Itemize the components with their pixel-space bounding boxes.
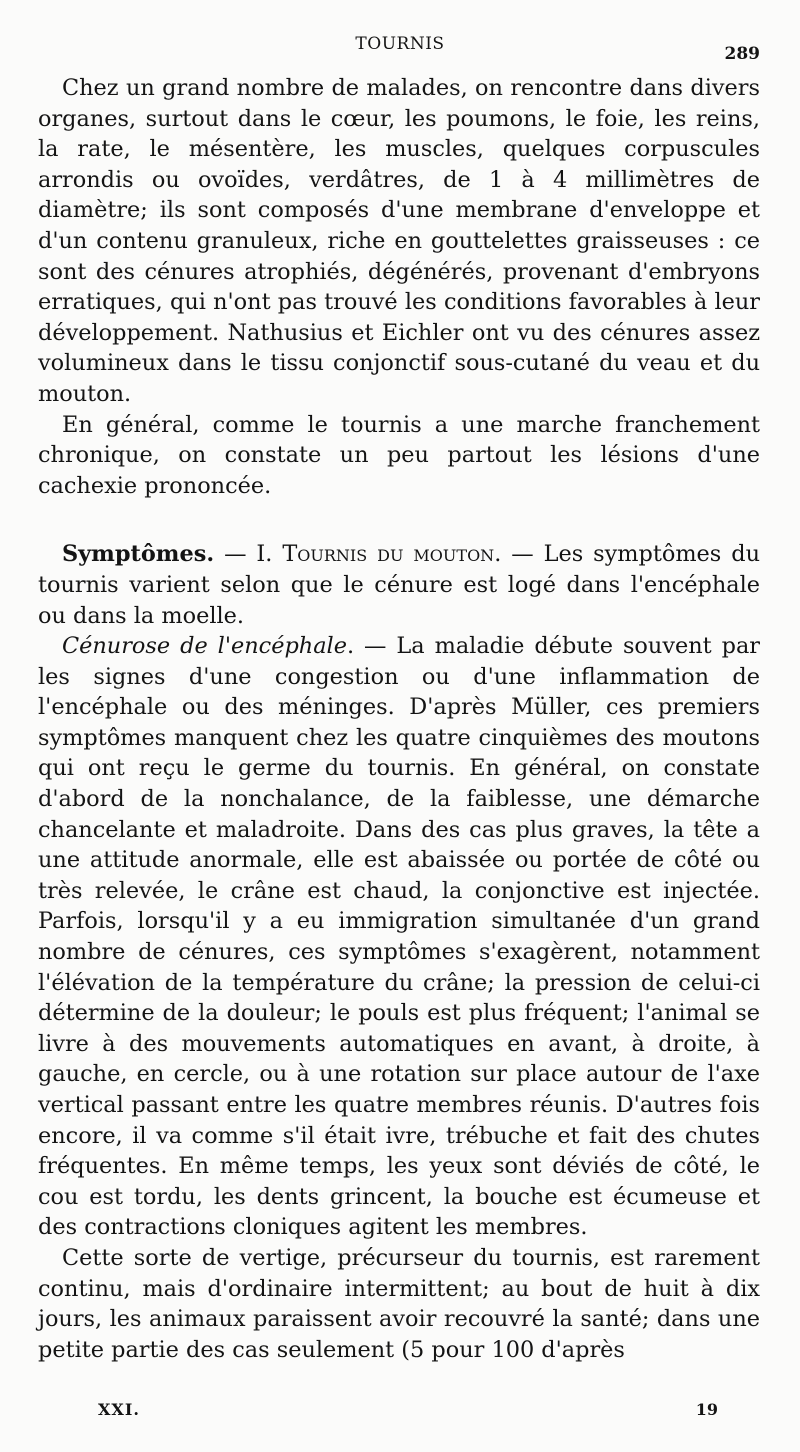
subheading-tournis-mouton: Tournis du mouton bbox=[282, 541, 495, 568]
paragraph-vertigo: Cette sorte de vertige, précurseur du tournis, est rarement continu, mais d'ordinaire intermittent; au bout de huit à dix jours, les animaux paraissent avoir recouvré la santé; dans une petite partie des cas seulement (5 pour 100 d'après bbox=[38, 1244, 760, 1363]
section-heading-symptoms: Symptômes. bbox=[62, 541, 215, 568]
paragraph-cachexia: En général, comme le tournis a une marche franchement chronique, on constate un peu partout les lésions d'une cachexie prononcée. bbox=[38, 411, 760, 499]
page-number: 289 bbox=[724, 44, 760, 64]
sheet-number: 19 bbox=[695, 1400, 718, 1419]
paragraph-symptoms bbox=[38, 539, 760, 631]
page-header bbox=[40, 34, 760, 64]
subheading-cenurose-encephale: Cénurose de l'encéphale bbox=[62, 633, 347, 660]
paragraph-cysts: Chez un grand nombre de malades, on rencontre dans divers organes, surtout dans le cœur, les poumons, le foie, les reins, la rate, le mésentère, les muscles, quelques corpuscules arrondis ou ovoïdes, verdâtres, de 1 à 4 millimètres de diamètre; ils sont composés d'une membrane d'enveloppe et d'un contenu granuleux, riche en gouttelettes graisseuses : ce sont des cénures atrophiés, dégénérés, provenant d'embryons erratiques, qui n'ont pas trouvé les conditions favorables à leur développement. Nathusius et Eichler ont vu des cénures assez volumineux dans le tissu conjonctif sous-cutané du veau et du mouton. bbox=[38, 75, 760, 407]
page-footer bbox=[40, 1400, 760, 1426]
symptoms-numbering: — I. bbox=[214, 541, 283, 568]
paragraph-cenurose bbox=[38, 631, 760, 1243]
body-text bbox=[38, 73, 760, 1365]
running-head: TOURNIS bbox=[355, 34, 445, 54]
symptoms-text: . — Les symptômes du tournis varient selon que le cénure est logé dans l'encéphale ou dans la moelle. bbox=[38, 541, 760, 629]
cenurose-text: . — La maladie débute souvent par les signes d'une congestion ou d'une inflammation de l'encéphale ou des méninges. D'après Müller, ces premiers symptômes manquent chez les quatre cinquièmes des moutons qui ont reçu le germe du tournis. En général, on constate d'abord de la nonchalance, de la faiblesse, une démarche chancelante et maladroite. Dans des cas plus graves, la tête a une attitude anormale, elle est abaissée ou portée de côté ou très relevée, le crâne est chaud, la conjonctive est injectée. Parfois, lorsqu'il y a eu immigration simultanée d'un grand nombre de cénures, ces symptômes s'exagèrent, notamment l'élévation de la température du crâne; la pression de celui-ci détermine de la douleur; le pouls est plus fréquent; l'animal se livre à des mouvements automatiques en avant, à droite, à gauche, en cercle, ou à une rotation sur place autour de l'axe vertical passant entre les quatre membres réunis. D'autres fois encore, il va comme s'il était ivre, trébuche et fait des chutes fréquentes. En même temps, les yeux sont déviés de côté, le cou est tordu, les dents grincent, la bouche est écumeuse et des contractions cloniques agitent les membres. bbox=[38, 633, 761, 1241]
signature-mark: XXI. bbox=[98, 1400, 140, 1419]
